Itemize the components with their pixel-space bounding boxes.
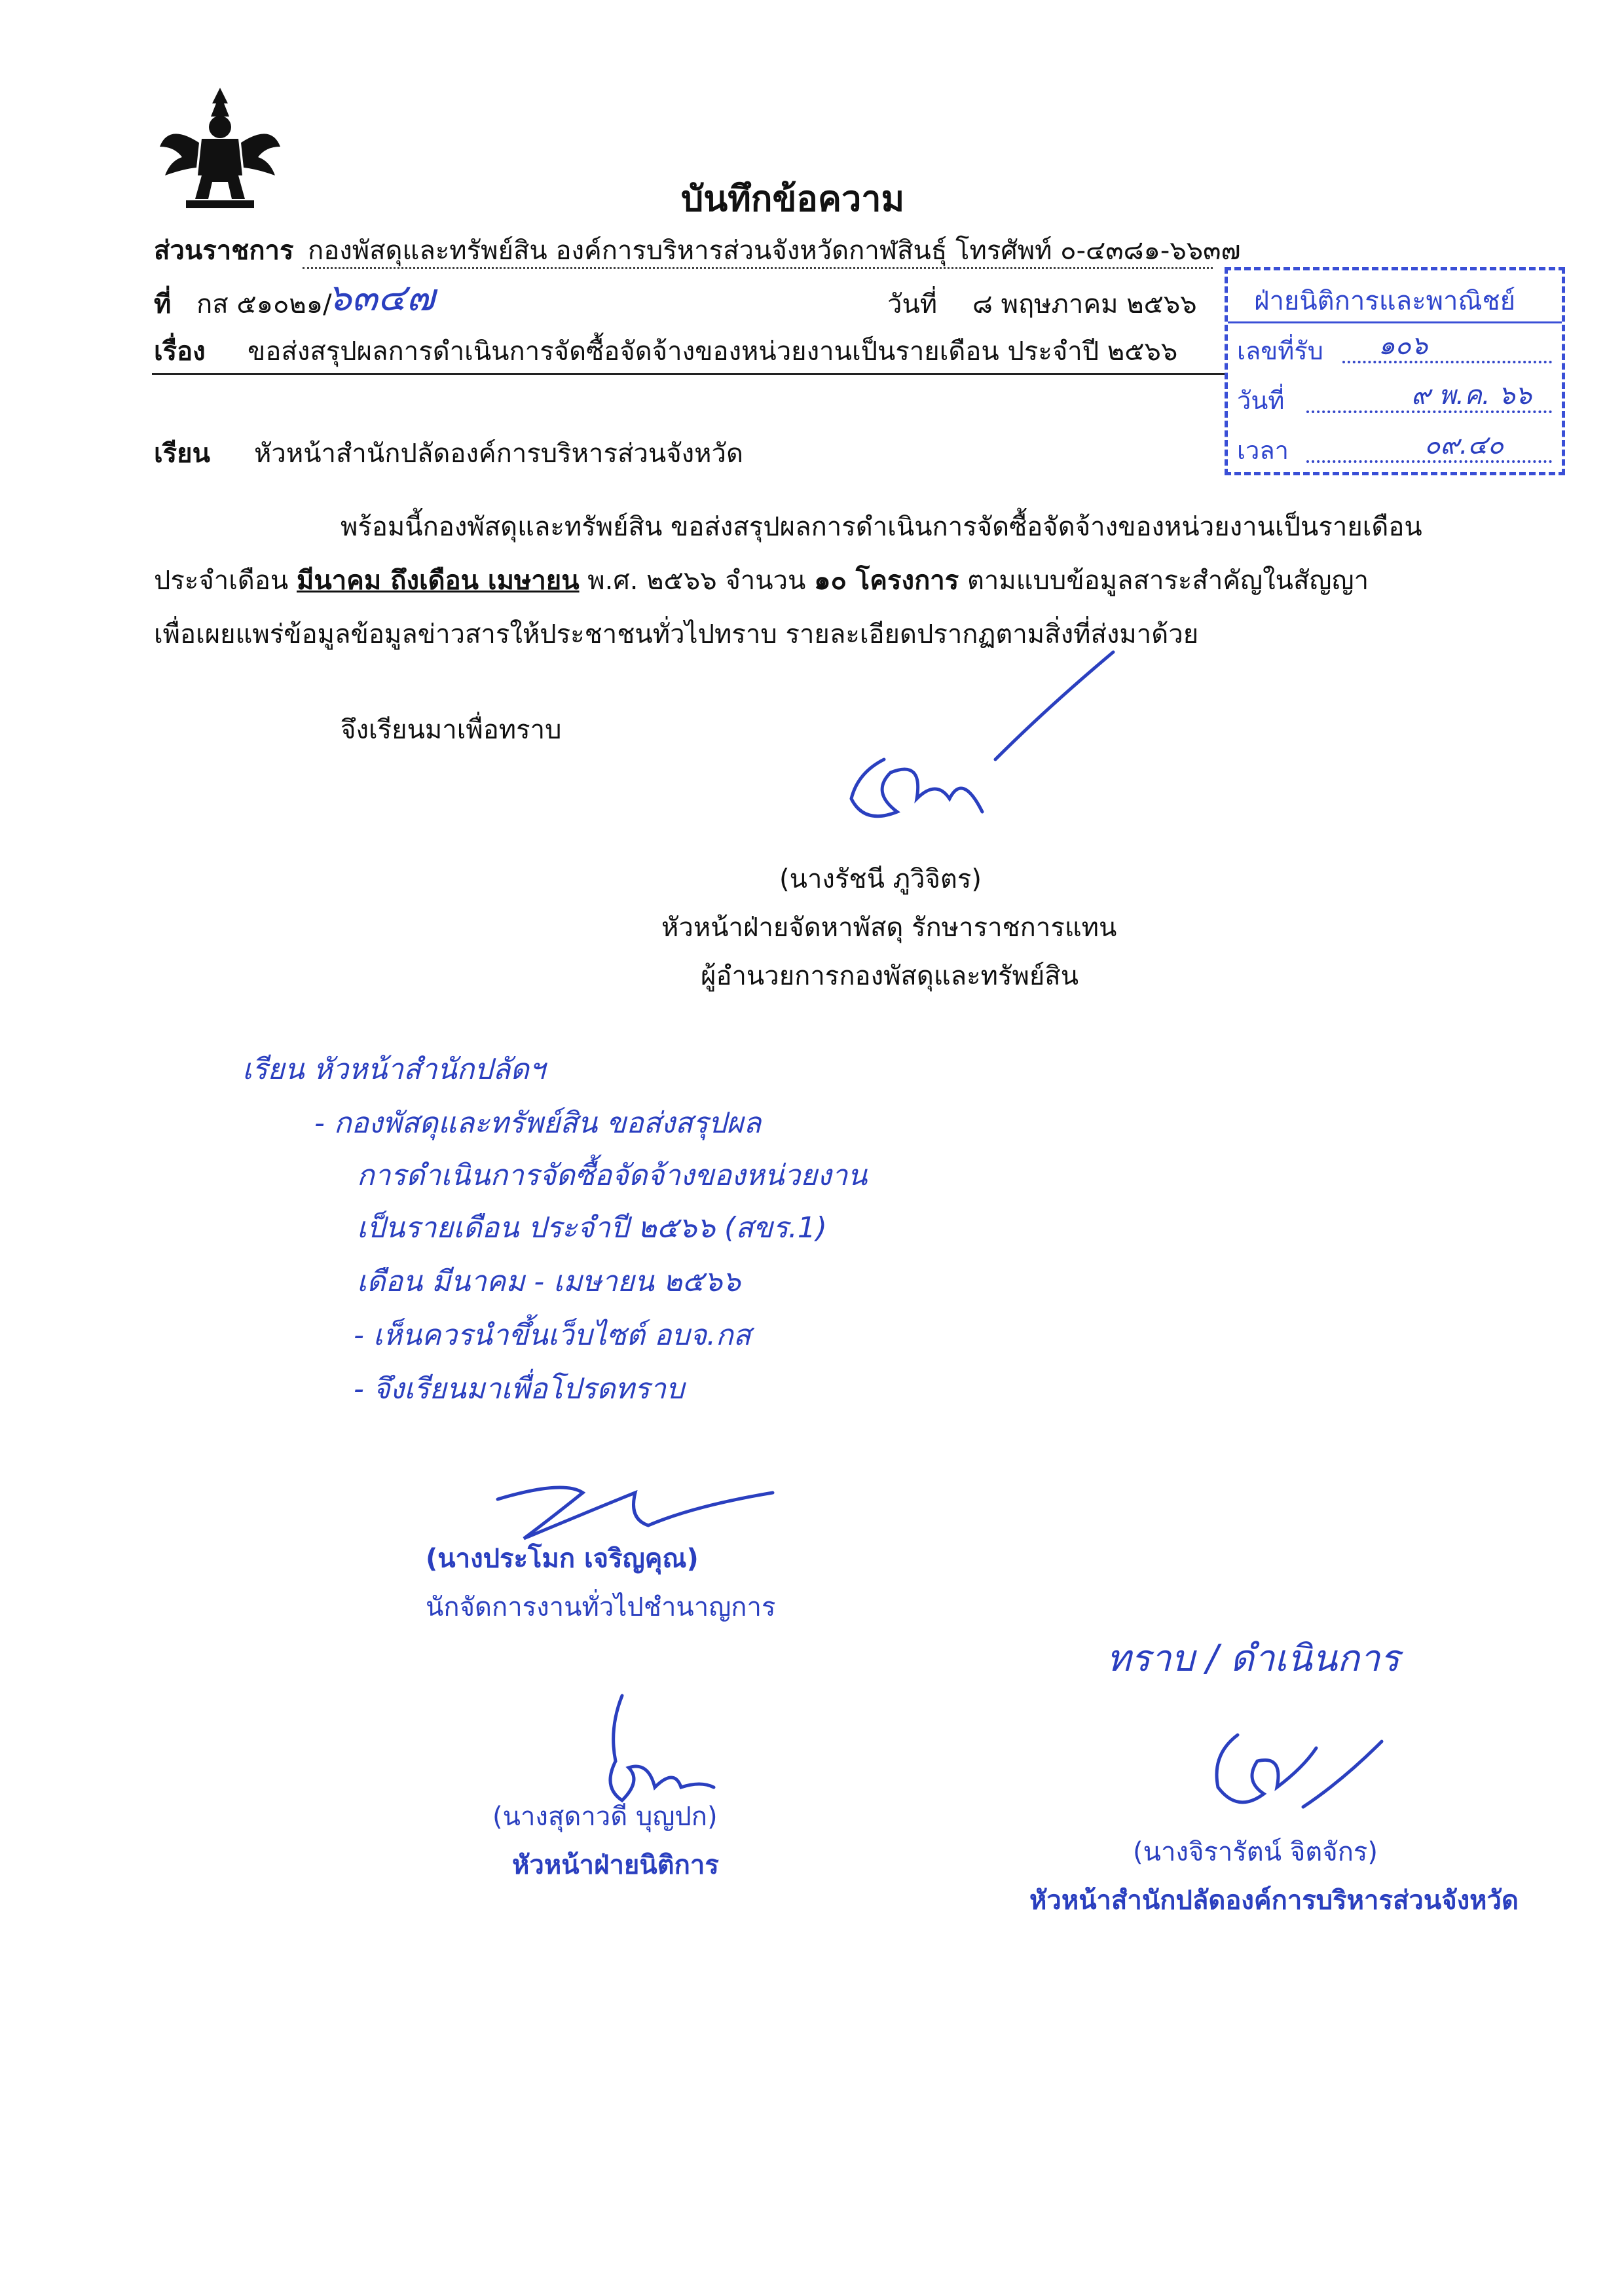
agency-value: กองพัสดุและทรัพย์สิน องค์การบริหารส่วนจังหวัดกาฬสินธุ์ โทรศัพท์ ๐-๔๓๘๑-๖๖๓๗	[308, 236, 1241, 266]
annotation-signer-2-title: หัวหน้าฝ่ายนิติการ	[512, 1850, 719, 1880]
to-label: เรียน	[154, 439, 210, 469]
body-line-1: พร้อมนี้กองพัสดุและทรัพย์สิน ขอส่งสรุปผลการดำเนินการจัดซื้อจัดจ้างของหน่วยงานเป็นรายเดือน	[341, 512, 1422, 542]
stamp-title: ฝ่ายนิติการและพาณิชย์	[1254, 286, 1516, 316]
ref-label: ที่	[154, 289, 172, 319]
subject-value: ขอส่งสรุปผลการดำเนินการจัดซื้อจัดจ้างของหน่วยงานเป็นรายเดือน ประจำปี ๒๕๖๖	[248, 337, 1178, 367]
stamp-receipt-no-value: ๑๐๖	[1378, 331, 1428, 361]
annotation-signer-3-title: หัวหน้าสำนักปลัดองค์การบริหารส่วนจังหวัด	[1029, 1886, 1519, 1916]
stamp-divider	[1228, 321, 1562, 323]
annotation-line-4: เป็นรายเดือน ประจำปี ๒๕๖๖ (สขร.1)	[357, 1211, 827, 1245]
signature-3	[576, 1689, 727, 1807]
ref-handwritten: ๖๓๔๗	[327, 275, 435, 319]
body-line-2-year: พ.ศ. ๒๕๖๖ จำนวน	[579, 566, 815, 596]
annotation-line-2: - กองพัสดุและทรัพย์สิน ขอส่งสรุปผล	[314, 1106, 762, 1140]
annotation-line-6: - เห็นควรนำขึ้นเว็บไซต์ อบจ.กส	[354, 1319, 751, 1352]
body-line-2-prefix: ประจำเดือน	[154, 566, 297, 596]
garuda-emblem-icon	[156, 84, 284, 212]
signature-1	[832, 648, 1120, 845]
subject-divider	[152, 373, 1226, 375]
signer-name: (นางรัชนี ภูวิจิตร)	[779, 864, 982, 894]
annotation-signer-2-name: (นางสุดาวดี บุญปก)	[492, 1802, 718, 1832]
stamp-receipt-no-label: เลขที่รับ	[1237, 337, 1323, 365]
signer-title-1: หัวหน้าฝ่ายจัดหาพัสดุ รักษาราชการแทน	[661, 913, 1117, 943]
annotation-line-7: - จึงเรียนมาเพื่อโปรดทราบ	[354, 1372, 684, 1406]
signature-4	[1198, 1709, 1395, 1827]
signer-title-2: ผู้อำนวยการกองพัสดุและทรัพย์สิน	[701, 961, 1079, 991]
closing-text: จึงเรียนมาเพื่อทราบ	[341, 715, 562, 745]
agency-dotted-line	[303, 267, 1213, 269]
signature-2	[485, 1467, 786, 1545]
body-line-2	[154, 564, 1369, 597]
to-value: หัวหน้าสำนักปลัดองค์การบริหารส่วนจังหวัด	[254, 439, 743, 469]
stamp-time-label: เวลา	[1237, 436, 1289, 465]
annotation-line-5: เดือน มีนาคม - เมษายน ๒๕๖๖	[357, 1265, 741, 1298]
body-line-2-suffix: ตามแบบข้อมูลสาระสำคัญในสัญญา	[959, 566, 1369, 596]
annotation-signer-3-name: (นางจิรารัตน์ จิตจักร)	[1133, 1837, 1378, 1867]
ref-value: กส ๕๑๐๒๑/	[196, 289, 332, 319]
stamp-date-label: วันที่	[1237, 386, 1285, 415]
annotation-line-3: การดำเนินการจัดซื้อจัดจ้างของหน่วยงาน	[357, 1159, 868, 1192]
annotation-signer-1-name: (นางประโมก เจริญคุณ)	[426, 1544, 699, 1574]
memo-title: บันทึกข้อความ	[681, 178, 905, 219]
date-value: ๘ พฤษภาคม ๒๕๖๖	[972, 289, 1197, 319]
subject-label: เรื่อง	[154, 337, 206, 367]
agency-label: ส่วนราชการ	[154, 236, 294, 266]
body-line-3: เพื่อเผยแพร่ข้อมูลข้อมูลข่าวสารให้ประชาชนทั่วไปทราบ รายละเอียดปรากฏตามสิ่งที่ส่งมาด้วย	[154, 619, 1199, 649]
annotation-line-1: เรียน หัวหน้าสำนักปลัดฯ	[242, 1053, 545, 1086]
stamp-time-value: ๐๙.๔๐	[1424, 430, 1504, 460]
annotation-signer-1-title: นักจัดการงานทั่วไปชำนาญการ	[426, 1592, 776, 1622]
stamp-receipt-no-line	[1342, 361, 1552, 363]
body-line-2-count: ๑๐ โครงการ	[814, 566, 959, 596]
body-line-2-months: มีนาคม ถึงเดือน เมษายน	[297, 566, 580, 596]
order-note: ทราบ / ดำเนินการ	[1107, 1637, 1400, 1680]
receipt-stamp	[1225, 267, 1565, 475]
stamp-date-value: ๙ พ.ค. ๖๖	[1411, 380, 1532, 410]
date-label: วันที่	[887, 289, 938, 319]
